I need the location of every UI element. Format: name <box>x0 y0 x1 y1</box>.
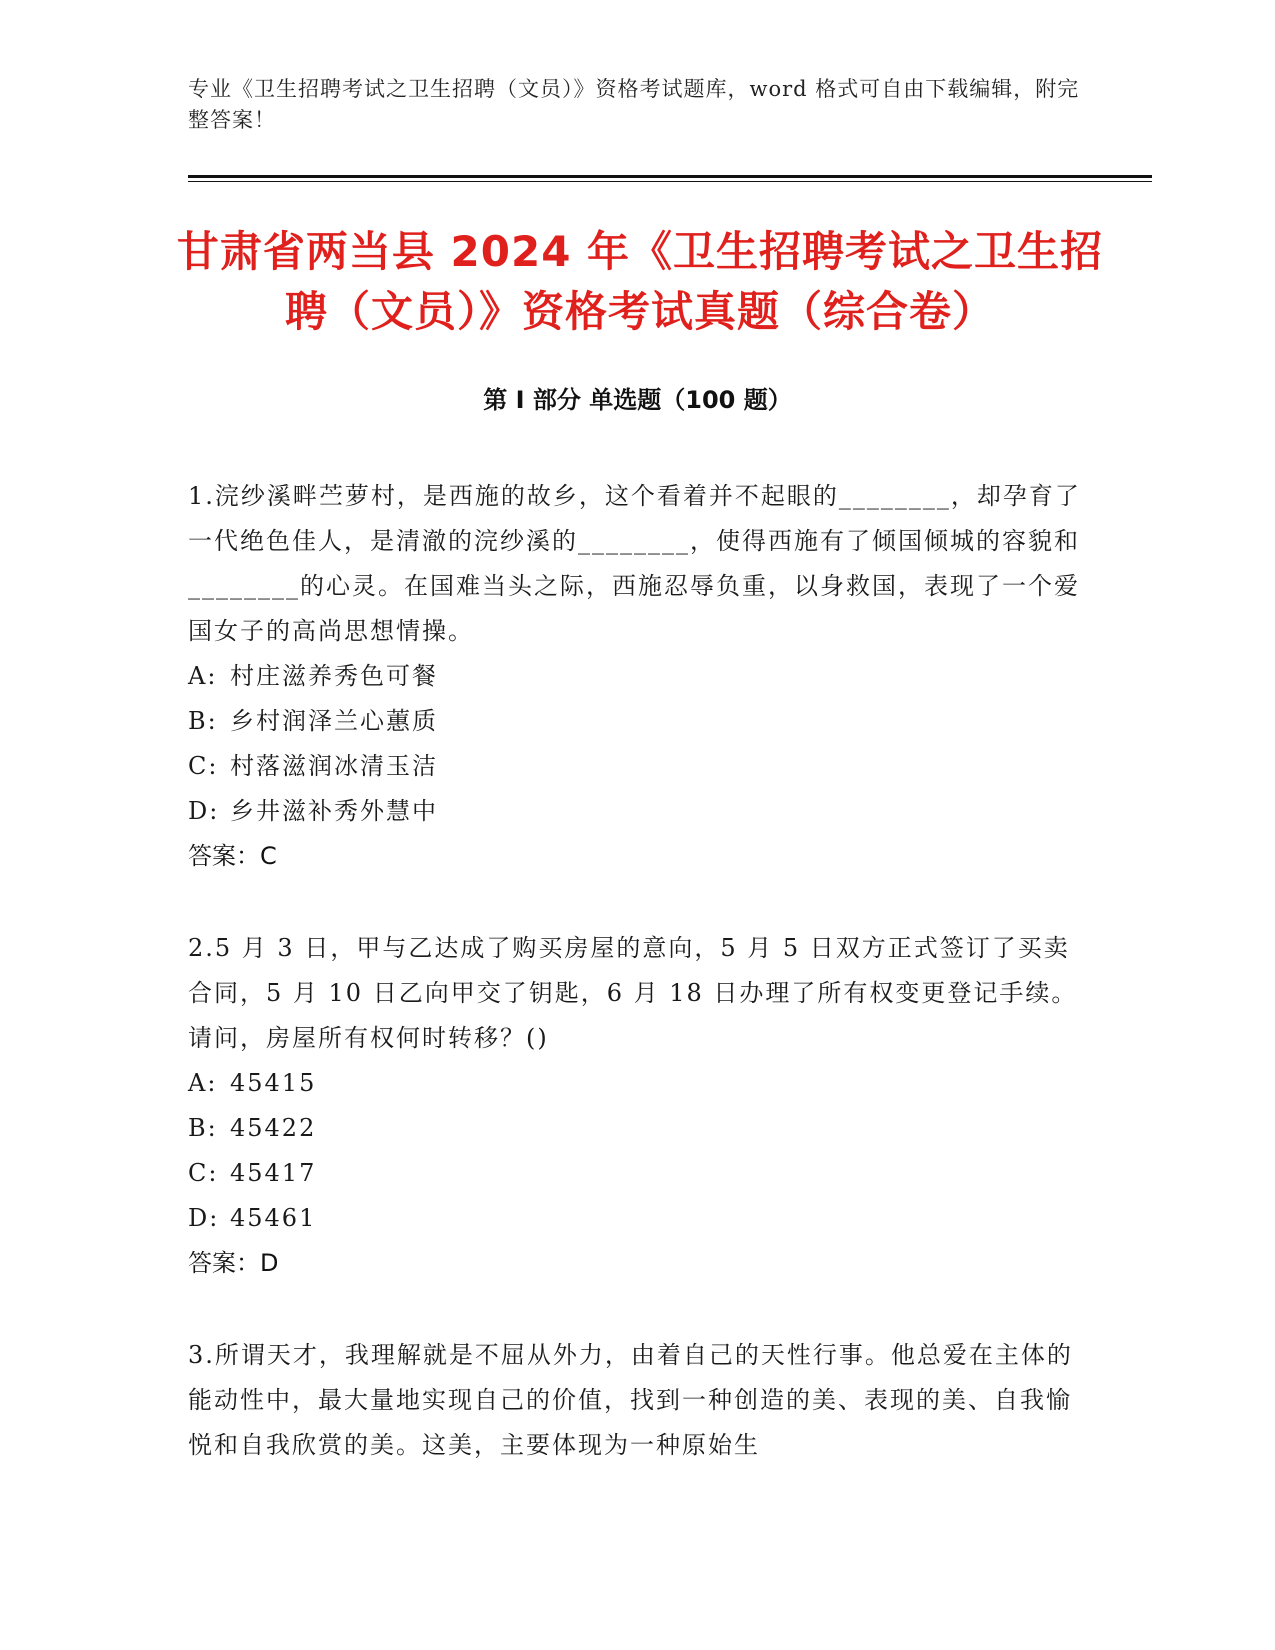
option-letter: D: <box>188 797 220 825</box>
option-letter: D: <box>188 1204 220 1232</box>
option-text: 45422 <box>230 1114 317 1142</box>
option-b <box>188 1106 1088 1151</box>
option-letter: C: <box>188 752 219 780</box>
option-c <box>188 744 1088 789</box>
option-d <box>188 789 1088 834</box>
option-text: 45415 <box>230 1069 317 1097</box>
option-d <box>188 1196 1088 1241</box>
option-b <box>188 699 1088 744</box>
section-heading: 第 I 部分 单选题（100 题） <box>483 386 792 414</box>
document-title: 甘肃省两当县 2024 年《卫生招聘考试之卫生招聘（文员）》资格考试真题（综合卷） <box>176 227 1104 336</box>
header-rule-thick <box>188 175 1152 178</box>
option-letter: B: <box>188 707 218 735</box>
header-rule-thin <box>188 181 1152 182</box>
option-letter: A: <box>188 1069 218 1097</box>
option-text: 45417 <box>230 1159 317 1187</box>
option-letter: A: <box>188 662 218 690</box>
option-text: 村庄滋养秀色可餐 <box>230 662 438 690</box>
option-a <box>188 654 1088 699</box>
option-text: 45461 <box>230 1204 317 1232</box>
answer: 答案：D <box>188 1249 279 1277</box>
question-2 <box>188 926 1088 1286</box>
question-3 <box>188 1333 1088 1468</box>
option-text: 乡村润泽兰心蕙质 <box>230 707 438 735</box>
option-letter: B: <box>188 1114 218 1142</box>
option-c <box>188 1151 1088 1196</box>
question-text: 3.所谓天才，我理解就是不屈从外力，由着自己的天性行事。他总爱在主体的能动性中，最大量地实现自己的价值，找到一种创造的美、表现的美、自我愉悦和自我欣赏的美。这美，主要体现为一种原始生 <box>188 1341 1073 1459</box>
question-list <box>188 474 1088 1515</box>
question-1 <box>188 474 1088 879</box>
option-letter: C: <box>188 1159 219 1187</box>
option-text: 乡井滋补秀外慧中 <box>230 797 438 825</box>
option-text: 村落滋润冰清玉洁 <box>230 752 438 780</box>
answer: 答案：C <box>188 842 277 870</box>
question-text: 1.浣纱溪畔苎萝村，是西施的故乡，这个看着并不起眼的________，却孕育了一代绝色佳人，是清澈的浣纱溪的________，使得西施有了倾国倾城的容貌和________的心灵。在国难当头之际，西施忍辱负重，以身救国，表现了一个爱国女子的高尚思想情操。 <box>188 482 1081 645</box>
option-a <box>188 1061 1088 1106</box>
header-note: 专业《卫生招聘考试之卫生招聘（文员）》资格考试题库，word 格式可自由下载编辑，附完整答案！ <box>188 77 1080 132</box>
question-text: 2.5 月 3 日，甲与乙达成了购买房屋的意向，5 月 5 日双方正式签订了买卖合同，5 月 10 日乙向甲交了钥匙，6 月 18 日办理了所有权变更登记手续。请问，房屋所有权何时转移？() <box>188 934 1078 1052</box>
